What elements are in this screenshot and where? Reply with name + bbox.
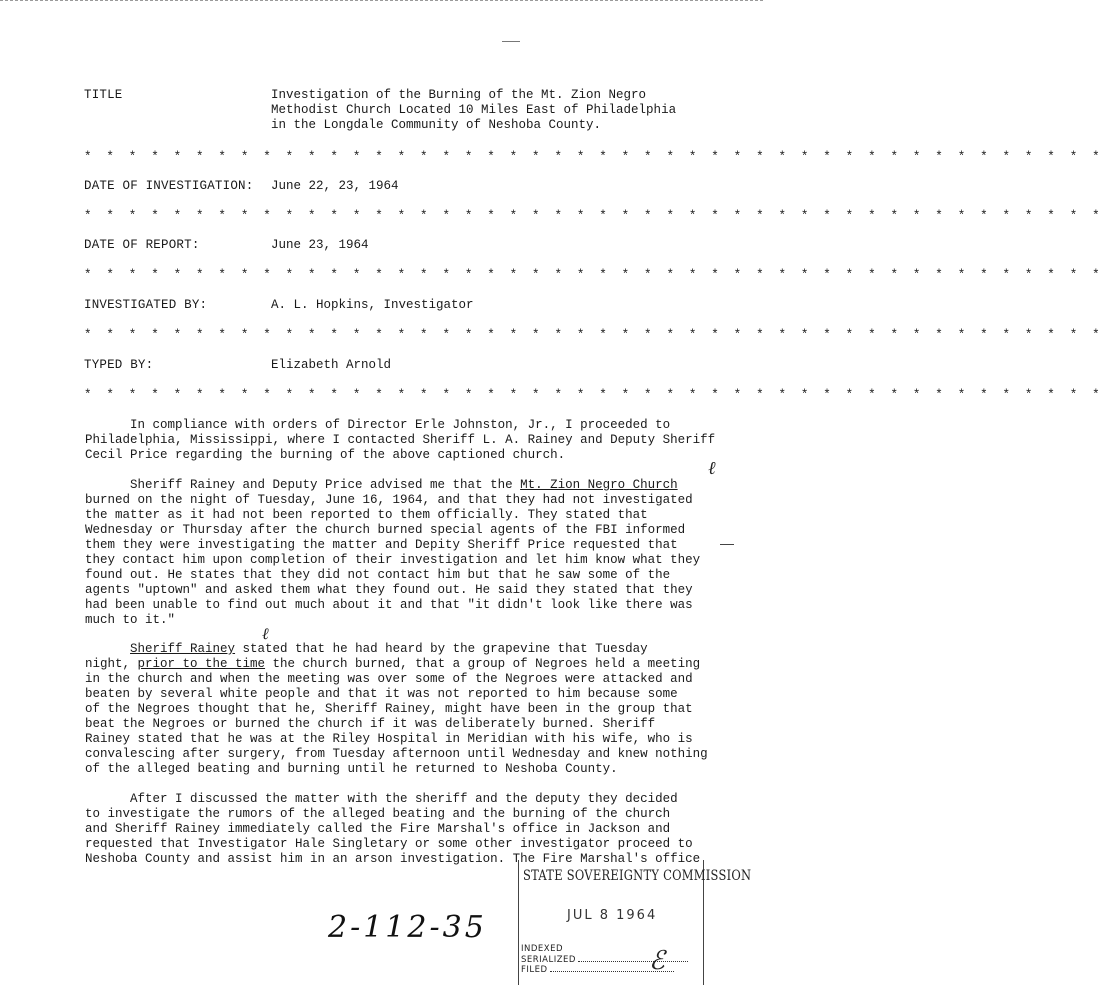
text-line: Wednesday or Thursday after the church burned special agents of the FBI informed	[85, 523, 686, 537]
typed-by-label: TYPED BY:	[84, 358, 154, 372]
underlined-church-name: Mt. Zion Negro Church	[520, 478, 678, 492]
date-of-report-value: June 23, 1964	[271, 238, 369, 252]
title-value	[271, 88, 676, 133]
separator: * * * * * * * * * * * * * * * * * * * * * * * * * * * * * * * * * * * * * * * * * * * * * *	[84, 209, 1103, 223]
stamp-date: JUL 8 1964	[567, 908, 658, 923]
stamp-handwritten-initials: ℰ	[649, 946, 665, 976]
stamp-dotted-line	[578, 961, 688, 962]
commission-stamp	[518, 860, 752, 985]
underlined-sheriff-name: Sheriff Rainey	[130, 642, 236, 656]
text-line: of the alleged beating and burning until he returned to Neshoba County.	[85, 762, 618, 776]
text-line: requested that Investigator Hale Singletary or some other investigator proceed to	[85, 837, 693, 851]
title-label: TITLE	[84, 88, 123, 102]
text-line: in the church and when the meeting was over some of the Negroes were attacked and	[85, 672, 693, 686]
top-dashed-rule	[0, 0, 763, 1]
text-line: Philadelphia, Mississippi, where I contacted Sheriff L. A. Rainey and Deputy Sheriff	[85, 433, 716, 447]
date-of-investigation-value: June 22, 23, 1964	[271, 179, 399, 193]
separator: * * * * * * * * * * * * * * * * * * * * * * * * * * * * * * * * * * * * * * * * * * * * * *	[84, 388, 1103, 402]
text-line: Cecil Price regarding the burning of the above captioned church.	[85, 448, 566, 462]
text-line: beaten by several white people and that it was not reported to him because some	[85, 687, 678, 701]
text-line: much to it."	[85, 613, 176, 627]
title-line: Methodist Church Located 10 Miles East of Philadelphia	[271, 103, 677, 117]
margin-dash-mark	[720, 544, 734, 545]
text-line	[85, 657, 725, 672]
text-line: Rainey stated that he was at the Riley Hospital in Meridian with his wife, who is	[85, 732, 693, 746]
text-segment: night,	[85, 657, 138, 671]
text-line: In compliance with orders of Director Erle Johnston, Jr., I proceeded to	[85, 418, 671, 432]
text-line	[85, 478, 725, 493]
paragraph-2	[85, 478, 725, 628]
investigated-by-value: A. L. Hopkins, Investigator	[271, 298, 474, 312]
margin-initial-mark: ℓ	[262, 624, 269, 643]
text-line: After I discussed the matter with the sheriff and the deputy they decided	[85, 792, 678, 806]
text-segment: stated that he had heard by the grapevine that Tuesday	[235, 642, 648, 656]
date-of-report-label: DATE OF REPORT:	[84, 238, 200, 252]
text-line: of the Negroes thought that he, Sheriff Rainey, might have been in the group that	[85, 702, 693, 716]
text-segment: Sheriff Rainey and Deputy Price advised me that the	[85, 478, 521, 492]
underlined-phrase: prior to the time	[137, 657, 266, 671]
text-line: them they were investigating the matter and Depity Sheriff Price requested that	[85, 538, 678, 552]
title-line: in the Longdale Community of Neshoba County.	[271, 118, 602, 132]
investigated-by-label: INVESTIGATED BY:	[84, 298, 208, 312]
text-line: found out. He states that they did not contact him but that he saw some of the	[85, 568, 671, 582]
title-line: Investigation of the Burning of the Mt. Zion Negro	[271, 88, 647, 102]
stamp-indexed-line	[521, 944, 563, 954]
text-line: the matter as it had not been reported to them officially. They stated that	[85, 508, 648, 522]
separator: * * * * * * * * * * * * * * * * * * * * * * * * * * * * * * * * * * * * * * * * * * * * * *	[84, 328, 1103, 342]
paragraph-4	[85, 792, 725, 867]
margin-initial-mark: ℓ	[708, 458, 716, 479]
paragraph-1	[85, 418, 725, 463]
separator: * * * * * * * * * * * * * * * * * * * * * * * * * * * * * * * * * * * * * * * * * * * * * *	[84, 268, 1103, 282]
text-line: agents "uptown" and asked them what they found out. He said they stated that they	[85, 583, 693, 597]
stamp-filed-label: FILED	[521, 965, 548, 975]
top-mark	[502, 41, 520, 42]
stamp-serialized-label: SERIALIZED	[521, 955, 576, 965]
stamp-indexed-label: INDEXED	[521, 944, 564, 954]
text-line: they contact him upon completion of their investigation and let him know what they	[85, 553, 701, 567]
text-line: had been unable to find out much about it and that "it didn't look like there was	[85, 598, 693, 612]
typed-by-value: Elizabeth Arnold	[271, 358, 392, 372]
text-segment: the church burned, that a group of Negroes held a meeting	[265, 657, 701, 671]
date-of-investigation-label: DATE OF INVESTIGATION:	[84, 179, 254, 193]
text-line: burned on the night of Tuesday, June 16, 1964, and that they had not investigated	[85, 493, 693, 507]
text-line: beat the Negroes or burned the church if it was deliberately burned. Sheriff	[85, 717, 656, 731]
paragraph-3	[85, 642, 725, 777]
text-line: and Sheriff Rainey immediately called the Fire Marshal's office in Jackson and	[85, 822, 671, 836]
text-line	[85, 642, 725, 657]
text-line: to investigate the rumors of the alleged beating and the burning of the church	[85, 807, 671, 821]
text-line: convalescing after surgery, from Tuesday afternoon until Wednesday and knew nothing	[85, 747, 708, 761]
stamp-title: STATE SOVEREIGNTY COMMISSION	[523, 868, 752, 884]
separator: * * * * * * * * * * * * * * * * * * * * * * * * * * * * * * * * * * * * * * * * * * * * * *	[84, 150, 1103, 164]
handwritten-file-number: 2-112-35	[328, 910, 487, 945]
text-line: Neshoba County and assist him in an arson investigation. The Fire Marshal's office	[85, 852, 701, 866]
